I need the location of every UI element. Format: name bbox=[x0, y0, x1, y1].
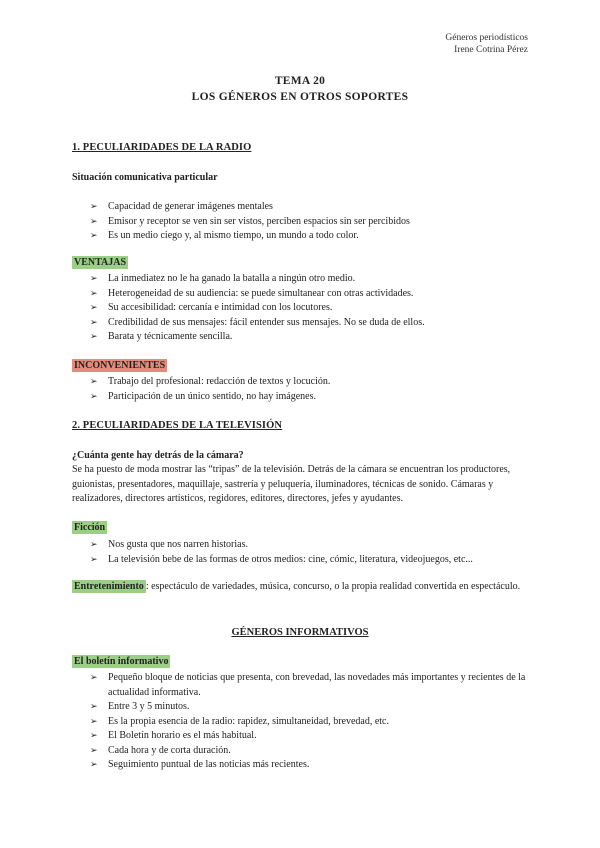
inconvenientes-heading bbox=[72, 360, 167, 371]
list-item: ➢ Heterogeneidad de su audiencia: se puede simultanear con otras actividades. bbox=[90, 287, 530, 302]
boletin-heading bbox=[72, 656, 170, 667]
list-item: ➢ Nos gusta que nos narren historias. bbox=[90, 538, 530, 553]
list-item: ➢ La inmediatez no le ha ganado la batalla a ningún otro medio. bbox=[90, 272, 530, 287]
section-tv-heading: 2. PECULIARIDADES DE LA TELEVISIÓN bbox=[72, 420, 283, 431]
section-radio-heading: 1. PECULIARIDADES DE LA RADIO bbox=[72, 142, 252, 153]
ficcion-list bbox=[90, 538, 530, 567]
inconvenientes-list bbox=[90, 375, 530, 404]
generos-informativos-heading: GÉNEROS INFORMATIVOS bbox=[231, 627, 369, 638]
list-item: ➢ Su accesibilidad: cercanía e intimidad con los locutores. bbox=[90, 301, 530, 316]
list-item: ➢ Seguimiento puntual de las noticias más recientes. bbox=[90, 758, 530, 773]
ficcion-highlight: Ficción bbox=[74, 522, 106, 533]
list-item: ➢ Entre 3 y 5 minutos. bbox=[90, 700, 530, 715]
list-item: ➢ El Boletín horario es el más habitual. bbox=[90, 729, 530, 744]
situacion-heading: Situación comunicativa particular bbox=[72, 172, 218, 183]
list-item: ➢ La televisión bebe de las formas de otros medios: cine, cómic, literatura, videojuegos, etc... bbox=[90, 553, 530, 568]
header-subject: Géneros periodísticos bbox=[445, 33, 528, 43]
boletin-highlight: El boletín informativo bbox=[74, 656, 169, 667]
list-item: ➢ Es un medio ciego y, al mismo tiempo, un mundo a todo color. bbox=[90, 229, 530, 244]
ventajas-heading bbox=[72, 257, 128, 268]
list-item: ➢ Cada hora y de corta duración. bbox=[90, 744, 530, 759]
situacion-list bbox=[90, 200, 530, 244]
ventajas-highlight: VENTAJAS bbox=[74, 257, 127, 268]
title-line-1: TEMA 20 bbox=[274, 75, 326, 87]
camara-heading: ¿Cuánta gente hay detrás de la cámara? bbox=[72, 450, 244, 461]
page-header bbox=[445, 32, 528, 56]
title-line-2: LOS GÉNEROS EN OTROS SOPORTES bbox=[191, 91, 409, 103]
entretenimiento-paragraph bbox=[72, 580, 532, 595]
entretenimiento-text: : espectáculo de variedades, música, concurso, o la propia realidad convertida en espectáculo. bbox=[145, 581, 521, 592]
document-title bbox=[0, 73, 600, 105]
entretenimiento-highlight: Entretenimiento bbox=[74, 581, 144, 592]
ficcion-heading bbox=[72, 522, 107, 533]
boletin-list bbox=[90, 671, 530, 773]
camara-paragraph: Se ha puesto de moda mostrar las “tripas” de la televisión. Detrás de la cámara se encuentran los productores, guionistas, presentadores, maquillaje, sastrería y peluquería, iluminadores, técnicas de sonido. Cámaras y realizadores, directores artísticos, regidores, editores, directores, jefes y ayudantes. bbox=[72, 464, 511, 504]
list-item: ➢ Participación de un único sentido, no hay imágenes. bbox=[90, 390, 530, 405]
list-item: ➢ Emisor y receptor se ven sin ser vistos, perciben espacios sin ser percibidos bbox=[90, 215, 530, 230]
list-item: ➢ Capacidad de generar imágenes mentales bbox=[90, 200, 530, 215]
inconvenientes-highlight: INCONVENIENTES bbox=[74, 360, 166, 371]
list-item: ➢ Trabajo del profesional: redacción de textos y locución. bbox=[90, 375, 530, 390]
list-item: ➢ Pequeño bloque de noticias que presenta, con brevedad, las novedades más importantes y recientes de la actualidad informativa. bbox=[90, 671, 530, 700]
header-author: Irene Cotrina Pérez bbox=[454, 45, 528, 55]
ventajas-list bbox=[90, 272, 530, 345]
list-item: ➢ Barata y técnicamente sencilla. bbox=[90, 330, 530, 345]
list-item: ➢ Es la propia esencia de la radio: rapidez, simultaneidad, brevedad, etc. bbox=[90, 715, 530, 730]
list-item: ➢ Credibilidad de sus mensajes: fácil entender sus mensajes. No se duda de ellos. bbox=[90, 316, 530, 331]
